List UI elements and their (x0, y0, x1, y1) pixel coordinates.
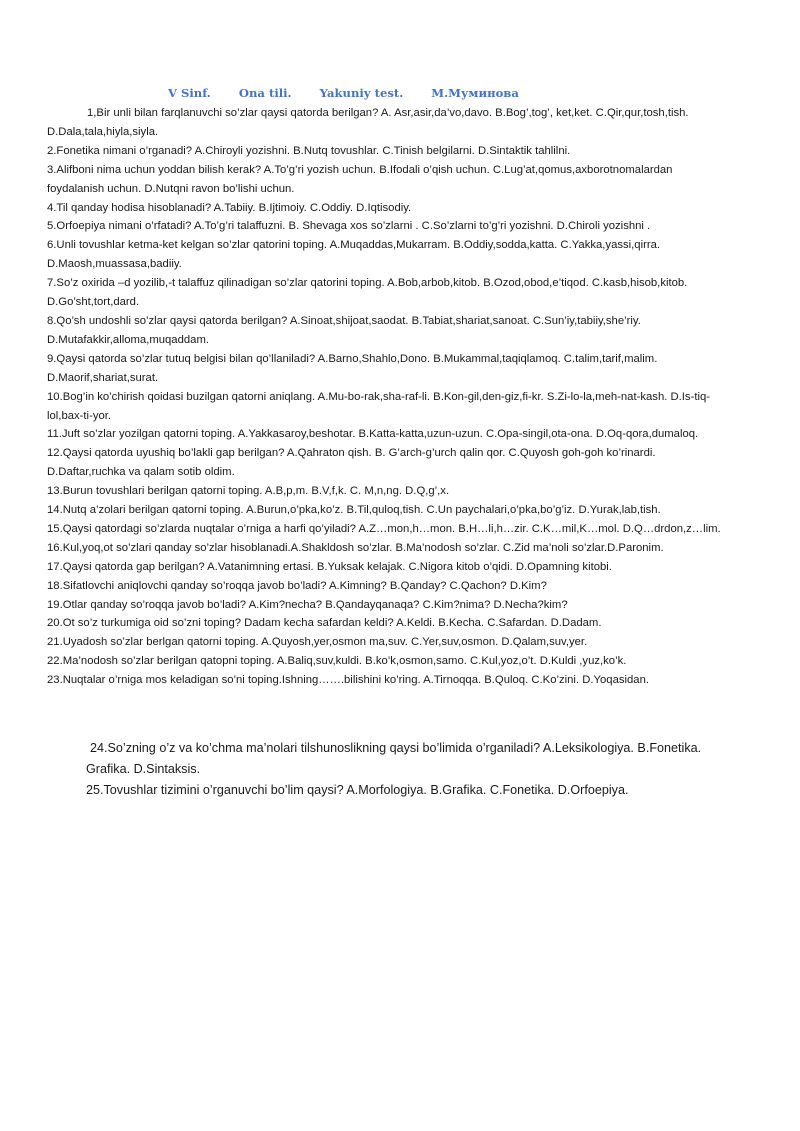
question-4: 4.Til qanday hodisa hisoblanadi? A.Tabiiy. B.Ijtimoiy. C.Oddiy. D.Iqtisodiy. (47, 201, 412, 214)
question-9: 9.Qaysi qatorda so’zlar tutuq belgisi bilan qo’llaniladi? A.Barno,Shahlo,Dono. B.Mukammal,taqiqlamoq. C.talim,tarif,malim. D.Maorif,shariat,surat. (47, 352, 658, 384)
question-16: 16.Kul,yoq,ot so’zlari qanday so’zlar hisoblanadi.A.Shakldosh so’zlar. B.Ma’nodosh so’zlar. C.Zid ma’noli so’zlar.D.Paronim. (47, 541, 664, 554)
test-header (168, 86, 768, 100)
grade-label: V Sinf. (168, 86, 211, 100)
question-8: 8.Qo’sh undoshli so’zlar qaysi qatorda berilgan? A.Sinoat,shijoat,saodat. B.Tabiat,shariat,sanoat. C.Sun’iy,tabiiy,she’riy. D.Mutafakkir,alloma,muqaddam. (47, 314, 641, 346)
question-2: 2.Fonetika nimani o’rganadi? A.Chiroyli yozishni. B.Nutq tovushlar. C.Tinish belgilarni. D.Sintaktik tahlilni. (47, 144, 571, 157)
question-14: 14.Nutq a’zolari berilgan qatorni toping. A.Burun,o’pka,ko’z. B.Til,quloq,tish. C.Un paychalari,o’pka,bo’g’iz. D.Yurak,lab,tish. (47, 504, 661, 517)
subject-label: Ona tili. (238, 86, 292, 100)
question-25: 25.Tovushlar tizimini o’rganuvchi bo’lim qaysi? A.Morfologiya. B.Grafika. C.Fonetika. D.Orfoepiya. (86, 783, 629, 797)
question-12: 12.Qaysi qatorda uyushiq bo’lakli gap berilgan? A.Qahraton qish. B. G’arch-g’urch qalin qor. C.Quyosh goh-goh ko’rinardi. D.Daftar,ruchka va qalam sotib oldim. (47, 447, 656, 479)
question-1: 1,Bir unli bilan farqlanuvchi so’zlar qaysi qatorda berilgan? A. Asr,asir,da’vo,davo. B.Bog’,tog’, ket,ket. C.Qir,qur,tosh,tish. D.Dala,tala,hiyla,siyla. (47, 107, 689, 138)
question-13: 13.Burun tovushlari berilgan qatorni toping. A.B,p,m. B.V,f,k. C. M,n,ng. D.Q,g’,x. (47, 485, 450, 498)
question-6: 6.Unli tovushlar ketma-ket kelgan so’zlar qatorini toping. A.Muqaddas,Mukarram. B.Oddiy,sodda,katta. C.Yakka,yassi,qirra. D.Maosh,muassasa,badiiy. (47, 239, 661, 271)
question-5: 5.Orfoepiya nimani o’rfatadi? A.To’g’ri talaffuzni. B. Shevaga xos so’zlarni . C.So’zlarni to’g’ri yozishni. D.Chiroli yozishni . (47, 220, 651, 233)
test-title: Yakuniy test. (319, 86, 404, 100)
question-10: 10.Bog’in ko’chirish qoidasi buzilgan qatorni aniqlang. A.Mu-bo-rak,sha-raf-li. B.Kon-gil,den-giz,fi-kr. S.Zi-lo-la,meh-nat-kash. D.Is-tiq-lol,bax-ti-yor. (47, 390, 711, 422)
question-18: 18.Sifatlovchi aniqlovchi qanday so’roqqa javob bo’ladi? A.Kimning? B.Qanday? C.Qachon? D.Kim? (47, 579, 547, 592)
question-15: 15.Qaysi qatordagi so’zlarda nuqtalar o’rniga a harfi qo’yiladi? A.Z…mon,h…mon. B.H…li,h…zir. C.K…mil,K…mol. D.Q…drdon,z…lim. (47, 522, 721, 535)
question-19: 19.Otlar qanday so’roqqa javob bo’ladi? A.Kim?necha? B.Qandayqanaqa? C.Kim?nima? D.Necha?kim? (47, 598, 568, 611)
question-3: 3.Alifboni nima uchun yoddan bilish kerak? A.To’g’ri yozish uchun. B.Ifodali o’qish uchun. C.Lug’at,qomus,axborotnomalardan foydalanish uchun. D.Nutqni ravon bo’lishi uchun. (47, 163, 673, 195)
question-23: 23.Nuqtalar o’rniga mos keladigan so’ni toping.Ishning…….bilishini ko’ring. A.Tirnoqqa. B.Quloq. C.Ko’zini. D.Yoqasidan. (47, 674, 650, 687)
question-21: 21.Uyadosh so’zlar berlgan qatorni toping. A.Quyosh,yer,osmon ma,suv. C.Yer,suv,osmon. D.Qalam,suv,yer. (47, 636, 588, 649)
question-7: 7.So’z oxirida –d yozilib,-t talaffuz qilinadigan so’zlar qatorini toping. A.Bob,arbob,kitob. B.Ozod,obod,e’tiqod. C.kasb,hisob,kitob. D.Go’sht,tort,dard. (47, 277, 688, 309)
question-20: 20.Ot so’z turkumiga oid so’zni toping? Dadam kecha safardan keldi? A.Keldi. B.Kecha. C.Safardan. D.Dadam. (47, 617, 602, 630)
question-22: 22.Ma’nodosh so’zlar berilgan qatopni toping. A.Baliq,suv,kuldi. B.ko’k,osmon,samo. C.Kul,yoz,o’t. D.Kuldi ,yuz,ko’k. (47, 655, 627, 668)
question-11: 11.Juft so’zlar yozilgan qatorni toping. A.Yakkasaroy,beshotar. B.Katta-katta,uzun-uzun. C.Opa-singil,ota-ona. D.Oq-qora,dumaloq. (47, 428, 699, 441)
question-17: 17.Qaysi qatorda gap berilgan? A.Vatanimning ertasi. B.Yuksak kelajak. C.Nigora kitob o’qidi. D.Opamning kitobi. (47, 560, 612, 573)
questions-list (47, 104, 729, 690)
question-24: 24.So’zning o’z va ko’chma ma’nolari tilshunoslikning qaysi bo’limida o’rganiladi? A.Leksikologiya. B.Fonetika. Grafika. D.Sintaksis. (86, 741, 702, 776)
final-questions (86, 738, 746, 801)
author-name: M.Муминова (431, 86, 519, 100)
